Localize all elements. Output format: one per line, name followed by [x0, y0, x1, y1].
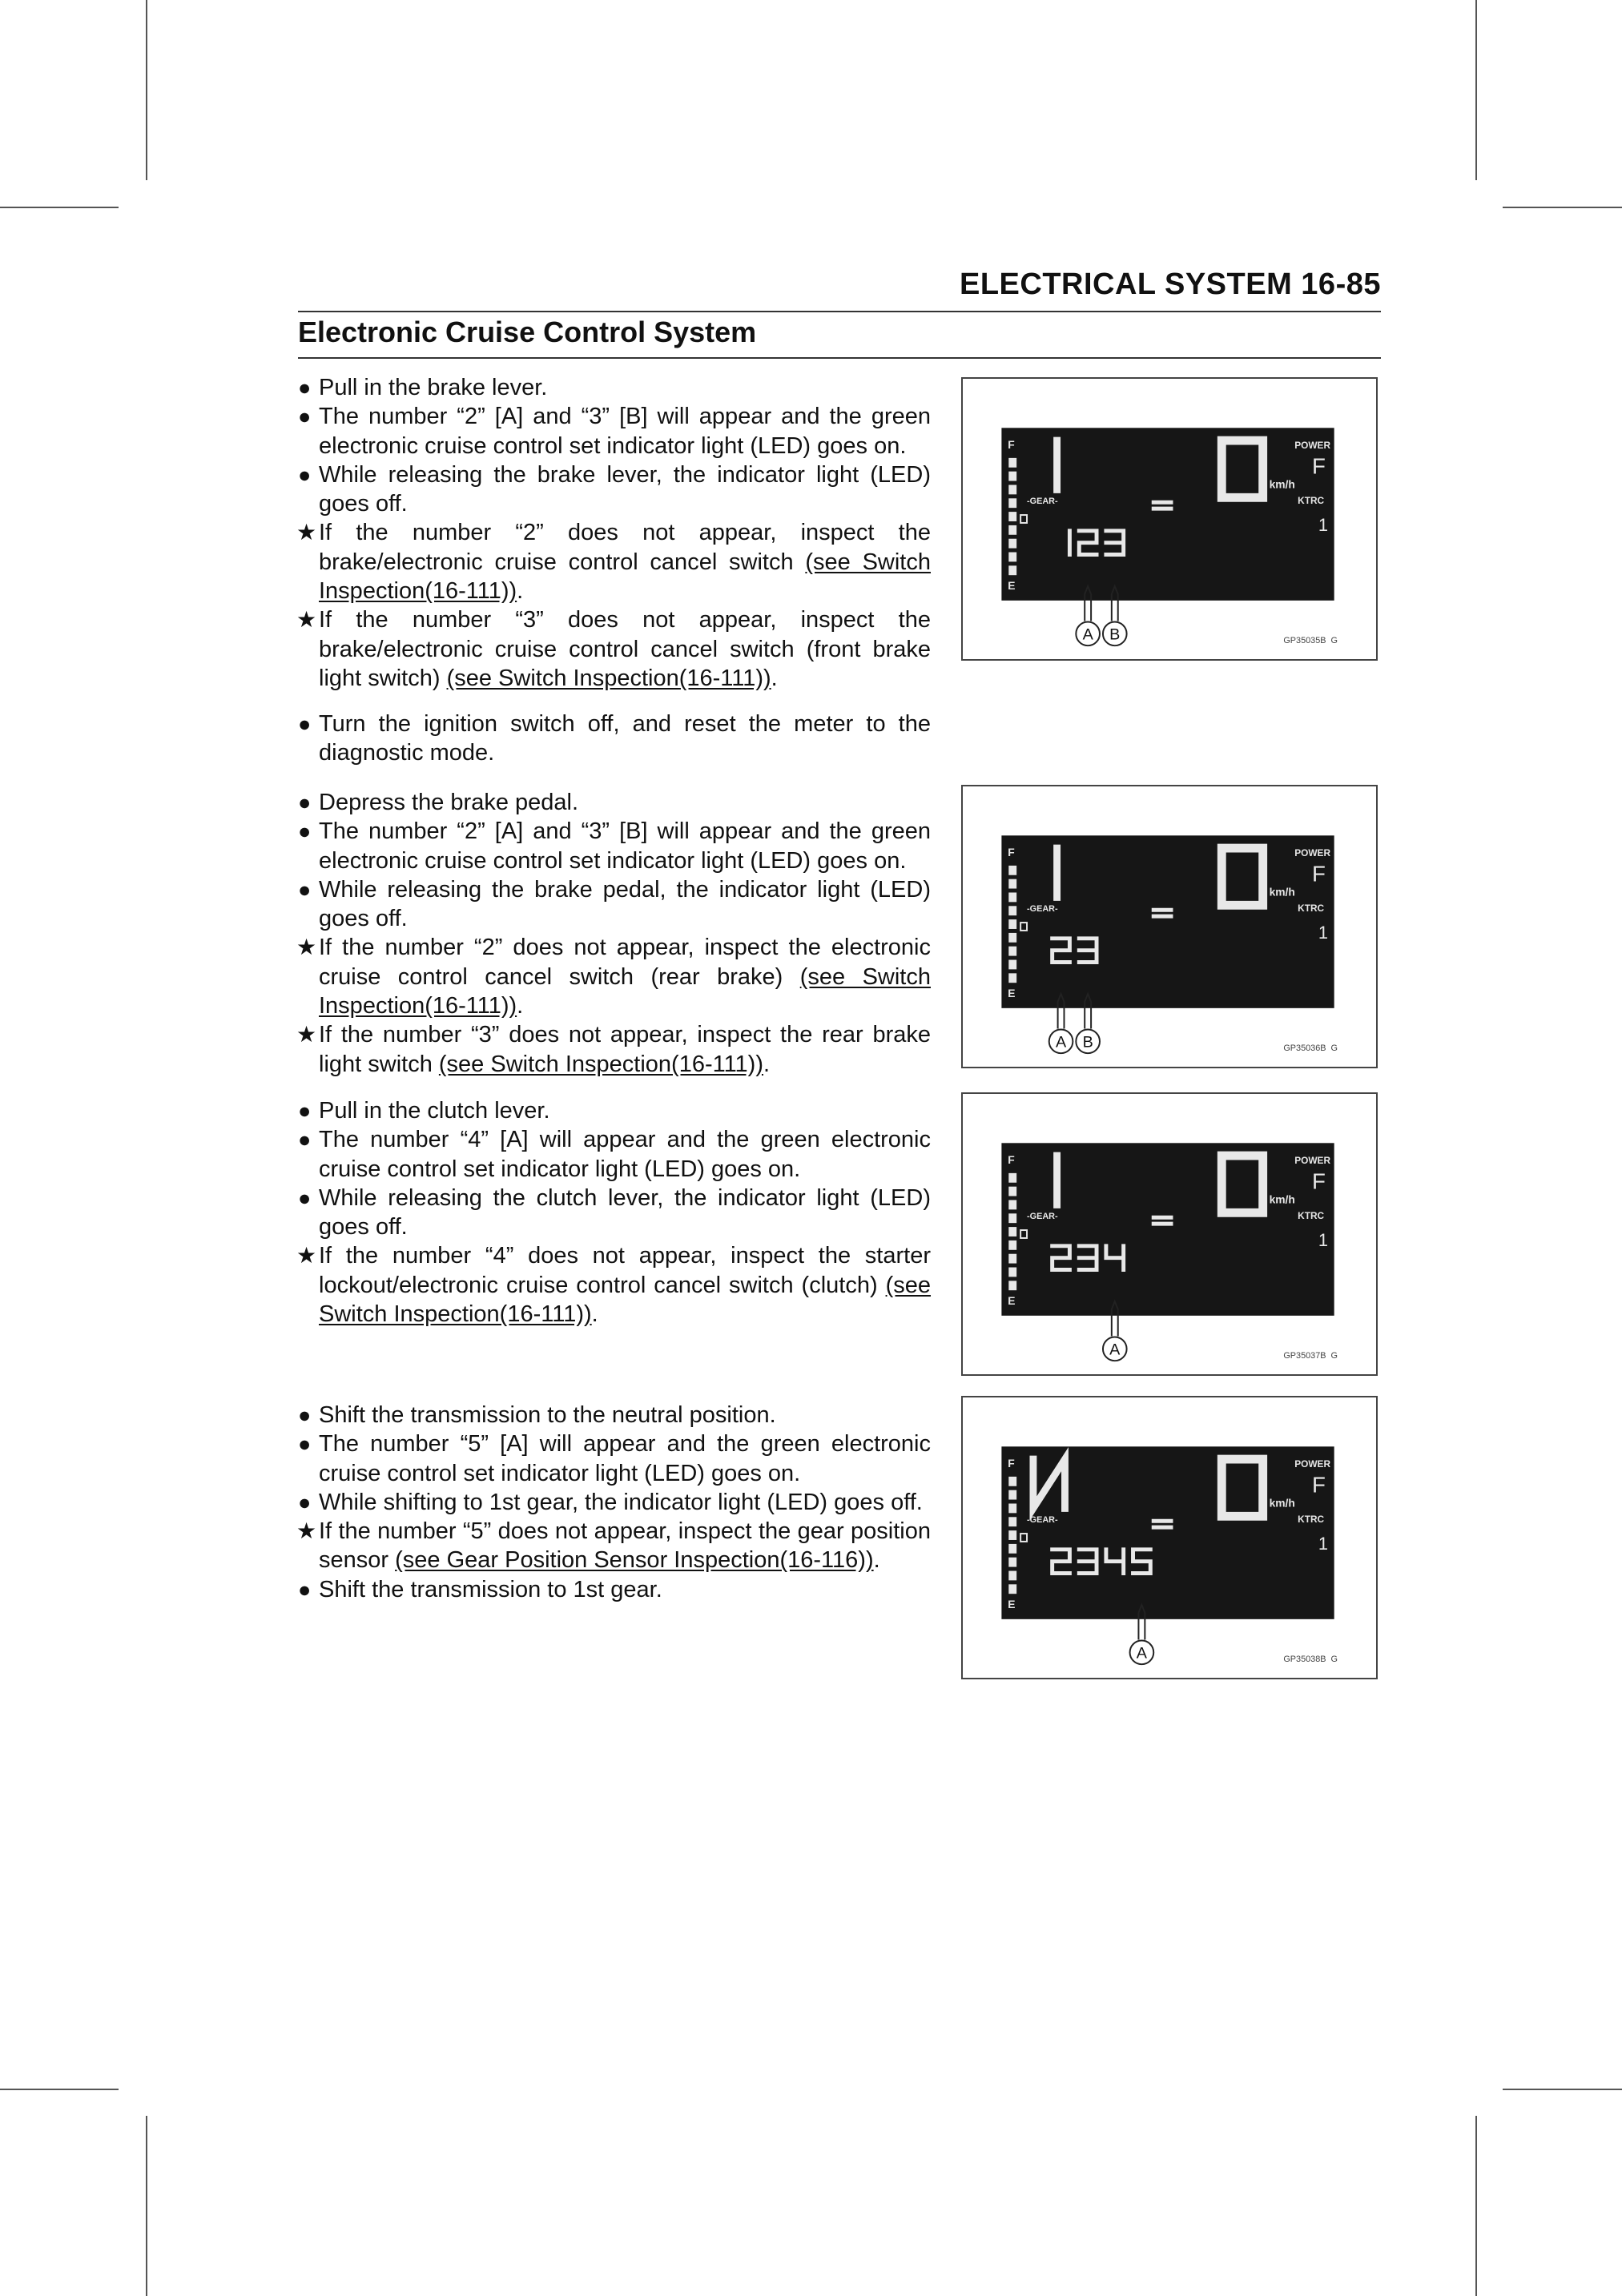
- gear-label: -GEAR-: [1027, 904, 1058, 915]
- round-bullet: ●: [298, 1128, 312, 1152]
- step-text: Pull in the brake lever.: [319, 375, 548, 400]
- figure-code: GP35037B G: [1283, 1351, 1338, 1361]
- fuel-bar-segment: [1008, 933, 1016, 943]
- step-text: The number “4” [A] will appear and the green electronic cruise control set indicator light (LED) goes on.: [319, 1127, 931, 1182]
- ktrc-mode-value: 1: [1318, 922, 1328, 943]
- procedure-block: [298, 1096, 931, 1329]
- fuel-empty-label: E: [1008, 578, 1016, 592]
- lcd-screen: [1001, 1446, 1334, 1619]
- crop-mark: [1503, 2089, 1622, 2090]
- procedure-step: [298, 1429, 931, 1488]
- fuel-bar-segment: [1008, 1254, 1016, 1264]
- round-bullet: ●: [298, 877, 312, 902]
- fuel-full-label: F: [1008, 1457, 1015, 1470]
- procedure-step: [298, 817, 931, 875]
- round-bullet: ●: [298, 790, 312, 814]
- fuel-bar-segment: [1008, 1173, 1016, 1183]
- speed-unit: km/h: [1269, 1496, 1295, 1510]
- step-tail: .: [763, 1051, 771, 1077]
- round-bullet: ●: [298, 376, 312, 400]
- crop-mark: [1503, 207, 1622, 208]
- fuel-bar-segment: [1008, 1558, 1016, 1567]
- step-text: The number “2” [A] and “3” [B] will appear and the green electronic cruise control set indicator light (LED) goes on.: [319, 818, 931, 874]
- step-tail: .: [517, 578, 524, 605]
- fuel-bar-segment: [1008, 1200, 1016, 1209]
- procedure-step: [298, 1125, 931, 1184]
- step-text: Shift the transmission to 1st gear.: [319, 1576, 662, 1602]
- crop-mark: [146, 2116, 147, 2296]
- ktrc-label: KTRC: [1298, 495, 1325, 507]
- power-mode-value: F: [1311, 861, 1326, 887]
- star-bullet: ★: [296, 935, 317, 960]
- star-bullet: ★: [296, 607, 317, 633]
- fuel-bar-segment: [1008, 1517, 1016, 1526]
- fuel-bar-segment: [1008, 879, 1016, 889]
- meter-figure: [961, 1396, 1378, 1679]
- crop-mark: [146, 0, 147, 180]
- step-text: Pull in the clutch lever.: [319, 1098, 550, 1124]
- step-text: While releasing the brake lever, the indicator light (LED) goes off.: [319, 461, 931, 517]
- step-text: If the number “3” does not appear, inspect the brake/electronic cruise control cancel switch (front brake light switch): [319, 607, 931, 691]
- procedure-step: [298, 1488, 931, 1517]
- star-bullet: ★: [296, 520, 317, 545]
- fuel-bar-segment: [1008, 1227, 1016, 1236]
- cross-reference-link[interactable]: (see Switch Inspection(16-111)): [446, 665, 771, 691]
- fuel-bar-segment: [1008, 1503, 1016, 1513]
- round-bullet: ●: [298, 404, 312, 429]
- callout-label: A: [1109, 1341, 1121, 1359]
- troubleshooting-step: [298, 1241, 931, 1329]
- step-text: The number “2” [A] and “3” [B] will appear and the green electronic cruise control set indicator light (LED) goes on.: [319, 404, 931, 459]
- fuel-bar-segment: [1008, 906, 1016, 915]
- meter-figure: [961, 1092, 1378, 1376]
- fuel-bar-segment: [1008, 892, 1016, 902]
- power-mode-value: F: [1311, 1472, 1326, 1498]
- page-header-title: ELECTRICAL SYSTEM 16-85: [959, 267, 1381, 301]
- fuel-bar-segment: [1008, 472, 1016, 481]
- step-text: Depress the brake pedal.: [319, 790, 579, 815]
- fuel-bar-segment: [1008, 1268, 1016, 1277]
- step-text: The number “5” [A] will appear and the green electronic cruise control set indicator light (LED) goes on.: [319, 1431, 931, 1486]
- header-rule: [298, 311, 1381, 312]
- step-tail: .: [873, 1547, 880, 1574]
- round-bullet: ●: [298, 819, 312, 844]
- fuel-bar-segment: [1008, 553, 1016, 562]
- step-text: If the number “2” does not appear, inspect the brake/electronic cruise control cancel switch: [319, 520, 931, 575]
- fuel-full-label: F: [1008, 846, 1015, 859]
- power-mode-label: POWER: [1294, 1155, 1331, 1167]
- callout-label: A: [1082, 625, 1093, 644]
- power-mode-value: F: [1311, 1168, 1326, 1194]
- fuel-bar-segment: [1008, 539, 1016, 549]
- fuel-bar-segment: [1008, 960, 1016, 970]
- round-bullet: ●: [298, 1403, 312, 1427]
- fuel-bar-segment: [1008, 485, 1016, 494]
- ktrc-mode-value: 1: [1318, 514, 1328, 535]
- speed-unit: km/h: [1269, 1192, 1295, 1206]
- fuel-bar-segment: [1008, 512, 1016, 521]
- cross-reference-link[interactable]: (see Switch Inspection(16-111)): [438, 1051, 763, 1077]
- power-mode-label: POWER: [1294, 847, 1331, 859]
- fuel-bar-segment: [1008, 1477, 1016, 1486]
- fuel-empty-label: E: [1008, 1597, 1016, 1610]
- figure-code: GP35036B G: [1283, 1043, 1338, 1054]
- crop-mark: [1475, 2116, 1477, 2296]
- procedure-step: [298, 875, 931, 934]
- procedure-step: [298, 788, 931, 817]
- step-text: Turn the ignition switch off, and reset the meter to the diagnostic mode.: [319, 711, 931, 766]
- power-mode-label: POWER: [1294, 440, 1331, 452]
- fuel-bar-segment: [1008, 1490, 1016, 1500]
- fuel-empty-label: E: [1008, 1293, 1016, 1307]
- meter-figure: [961, 377, 1378, 661]
- callout-label: A: [1055, 1033, 1067, 1051]
- procedure-step: [298, 460, 931, 519]
- troubleshooting-step: [298, 1020, 931, 1079]
- crop-mark: [1475, 0, 1477, 180]
- troubleshooting-step: [298, 605, 931, 693]
- fuel-bar-segment: [1008, 498, 1016, 508]
- procedure-step: [298, 1096, 931, 1125]
- fuel-bar-segment: [1008, 1584, 1016, 1594]
- figure-code: GP35038B G: [1283, 1655, 1338, 1665]
- round-bullet: ●: [298, 1099, 312, 1123]
- procedure-step: [298, 1401, 931, 1429]
- fuel-bar-segment: [1008, 565, 1016, 575]
- troubleshooting-step: [298, 518, 931, 605]
- cross-reference-link[interactable]: (see Gear Position Sensor Inspection(16-116)): [395, 1547, 874, 1574]
- gear-label: -GEAR-: [1027, 1515, 1058, 1526]
- fuel-bar-segment: [1008, 458, 1016, 468]
- fuel-bar-segment: [1008, 1213, 1016, 1223]
- star-bullet: ★: [296, 1243, 317, 1269]
- gear-label: -GEAR-: [1027, 497, 1058, 507]
- ktrc-mode-value: 1: [1318, 1533, 1328, 1554]
- round-bullet: ●: [298, 1432, 312, 1457]
- callout-label: A: [1136, 1644, 1147, 1663]
- fuel-bar-segment: [1008, 1530, 1016, 1540]
- troubleshooting-step: [298, 1517, 931, 1575]
- fuel-bar-segment: [1008, 1281, 1016, 1290]
- step-tail: .: [591, 1301, 598, 1328]
- procedure-block: [298, 373, 931, 693]
- ktrc-label: KTRC: [1298, 903, 1325, 915]
- crop-mark: [0, 207, 119, 208]
- step-text: While shifting to 1st gear, the indicator light (LED) goes off.: [319, 1489, 923, 1515]
- gear-label: -GEAR-: [1027, 1212, 1058, 1222]
- crop-mark: [0, 2089, 119, 2090]
- lcd-screen: [1001, 835, 1334, 1008]
- step-text: While releasing the brake pedal, the indicator light (LED) goes off.: [319, 876, 931, 932]
- step-tail: .: [517, 993, 524, 1019]
- fuel-bar-segment: [1008, 1240, 1016, 1250]
- ktrc-label: KTRC: [1298, 1514, 1325, 1526]
- section-rule: [298, 357, 1381, 359]
- speed-unit: km/h: [1269, 885, 1295, 899]
- round-bullet: ●: [298, 462, 312, 487]
- power-mode-label: POWER: [1294, 1458, 1331, 1470]
- fuel-full-label: F: [1008, 1153, 1015, 1167]
- step-text: Shift the transmission to the neutral position.: [319, 1402, 776, 1428]
- cross-reference-link[interactable]: (see Switch Inspection(16-111)): [319, 1272, 932, 1328]
- lcd-screen: [1001, 1143, 1334, 1316]
- step-text: If the number “4” does not appear, inspect the starter lockout/electronic cruise control cancel switch (clutch): [319, 1243, 931, 1298]
- step-text: While releasing the clutch lever, the indicator light (LED) goes off.: [319, 1184, 931, 1240]
- procedure-block: [298, 710, 931, 768]
- step-text: If the number “5” does not appear, inspect the gear position sensor: [319, 1518, 931, 1574]
- fuel-bar-segment: [1008, 866, 1016, 875]
- fuel-bar-segment: [1008, 525, 1016, 535]
- speed-unit: km/h: [1269, 477, 1295, 491]
- section-title: Electronic Cruise Control System: [298, 316, 757, 348]
- star-bullet: ★: [296, 1022, 317, 1047]
- fuel-bar-segment: [1008, 1544, 1016, 1554]
- procedure-step: [298, 1184, 931, 1242]
- round-bullet: ●: [298, 1185, 312, 1210]
- step-tail: .: [771, 665, 778, 691]
- procedure-step: [298, 710, 931, 768]
- star-bullet: ★: [296, 1518, 317, 1544]
- lcd-screen: [1001, 428, 1334, 601]
- fuel-bar-segment: [1008, 919, 1016, 929]
- callout-label: B: [1109, 625, 1121, 644]
- meter-figure: [961, 785, 1378, 1068]
- ktrc-label: KTRC: [1298, 1210, 1325, 1222]
- step-text: If the number “3” does not appear, inspect the rear brake light switch: [319, 1022, 931, 1077]
- fuel-empty-label: E: [1008, 986, 1016, 999]
- round-bullet: ●: [298, 1490, 312, 1514]
- round-bullet: ●: [298, 1577, 312, 1602]
- procedure-step: [298, 373, 931, 402]
- cross-reference-link[interactable]: (see Switch Inspection(16-111)): [319, 963, 931, 1019]
- fuel-full-label: F: [1008, 438, 1015, 452]
- procedure-step: [298, 1575, 931, 1604]
- troubleshooting-step: [298, 933, 931, 1020]
- fuel-bar-segment: [1008, 973, 1016, 983]
- round-bullet: ●: [298, 712, 312, 736]
- step-text: If the number “2” does not appear, inspect the electronic cruise control cancel switch (rear brake): [319, 935, 931, 990]
- procedure-step: [298, 402, 931, 460]
- fuel-bar-segment: [1008, 1571, 1016, 1581]
- power-mode-value: F: [1311, 453, 1326, 479]
- figure-code: GP35035B G: [1283, 636, 1338, 646]
- procedure-block: [298, 1401, 931, 1604]
- fuel-bar-segment: [1008, 947, 1016, 956]
- ktrc-mode-value: 1: [1318, 1229, 1328, 1250]
- cross-reference-link[interactable]: (see Switch Inspection(16-111)): [319, 549, 931, 605]
- procedure-block: [298, 788, 931, 1079]
- fuel-bar-segment: [1008, 1187, 1016, 1196]
- callout-label: B: [1082, 1033, 1093, 1051]
